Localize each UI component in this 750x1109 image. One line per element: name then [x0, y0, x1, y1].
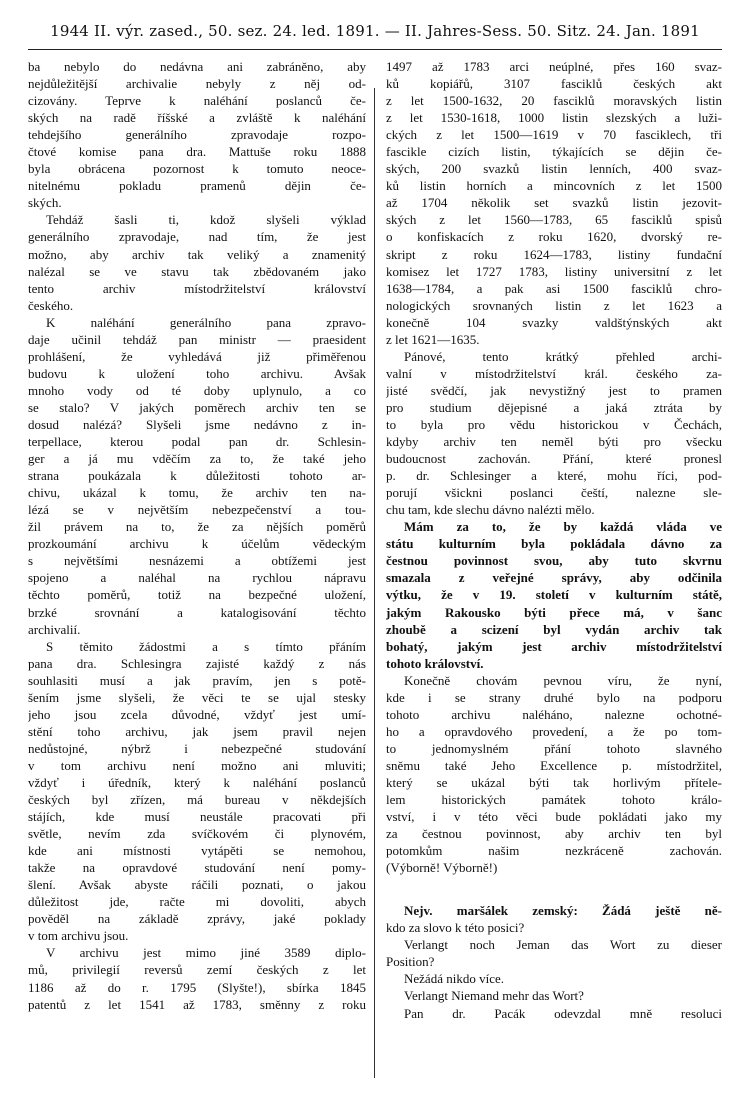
text-line: lézá se v největším nebezpečenství a tou-: [28, 502, 366, 518]
text-line: Pánové, tento krátký přehled archi-: [404, 348, 722, 364]
text-line: spojeno a naléhal na rychlou nápravu: [28, 570, 366, 586]
text-line: smazala z veřejné správy, aby odčinila: [386, 570, 722, 586]
text-line: v tom archivu není možno ani mluviti;: [28, 757, 366, 773]
text-line: z let 1500-1632, 20 fasciklů moravských listin: [386, 93, 722, 109]
text-line: kdo za slovo k této posici?: [386, 920, 525, 936]
text-line: z let 1621—1635.: [386, 331, 480, 347]
text-line: nologických srovnaných listin z let 1623 a: [386, 297, 722, 313]
text-line: daje učinil tehdáž pan ministr — praesident: [28, 331, 366, 347]
text-line: ků kopiářů, 3107 fasciklů českých akt: [386, 76, 722, 92]
text-line: ských na radě říšské a zvláště k naléhání: [28, 110, 366, 126]
text-line: Verlangt noch Jeman das Wort zu dieser: [404, 937, 722, 953]
text-line: Mám za to, že by každá vláda ve: [404, 519, 722, 535]
text-line: V archivu jest mimo jiné 3589 diplo-: [46, 945, 366, 961]
text-line: Nežádá nikdo více.: [404, 971, 504, 987]
text-line: z let 1530-1618, 1000 listin slezských a luži-: [386, 110, 722, 126]
text-line: o konfiskacích z roku 1620, dvorský re-: [386, 229, 722, 245]
text-line: státu kulturním byla pokládala dávno za: [386, 536, 722, 552]
text-line: který se ukázal býti tak horlivým přítele-: [386, 774, 722, 790]
text-line: ských.: [28, 195, 62, 211]
text-line: Position?: [386, 954, 435, 970]
text-line: chivu, ukázal k tomu, že archiv ten na-: [28, 485, 366, 501]
text-line: brzké srovnání a katalogisování těchto: [28, 604, 366, 620]
text-line: prohlášení, že vyhledává již přiměřenou: [28, 348, 366, 364]
text-line: nedůstojné, nýbrž i nebezpečné studování: [28, 740, 366, 756]
text-line: lem historických památek tohoto králo-: [386, 792, 722, 808]
text-line: důležitost jde, račte mi dovoliti, abych: [28, 894, 366, 910]
text-line: Konečně chovám pevnou víru, že nyní,: [404, 672, 722, 688]
text-line: to byla pro vědu historickou v Čechách,: [386, 416, 722, 432]
text-line: ckých z let 1500—1619 v 70 fasciklech, tři: [386, 127, 722, 143]
text-line: ger a já mu vděčím za to, že také jeho: [28, 451, 366, 467]
text-line: stění toho archivu, jak jsem pravil nejen: [28, 723, 366, 739]
text-line: stájích, kde musí neustále pracovati při: [28, 809, 366, 825]
text-line: patentů z let 1541 až 1783, směnny z roku: [28, 996, 366, 1012]
text-line: českého.: [28, 297, 74, 313]
text-line: za čestnou povinnost, aby archiv ten byl: [386, 826, 722, 842]
text-line: byla obrácena pozornost k tomuto neoce-: [28, 161, 366, 177]
text-line: souhlasiti musí a jak pravím, jen s potě-: [28, 672, 366, 688]
text-line: nalézal se ve stavu tak zbědovaném jako: [28, 263, 366, 279]
text-line: tohoto království.: [386, 655, 484, 671]
text-line: ských z let 1560—1783, 65 fasciklů spisů: [386, 212, 722, 228]
text-line: bohatý, jakým jest archiv místodržitelství: [386, 638, 722, 654]
text-line: konečně 104 svazky valdštýnských akt: [386, 314, 722, 330]
text-line: porují všickni poslanci čeští, nalezne sle-: [386, 485, 722, 501]
text-line: jisté svědčí, jak nevystižný jest to pramen: [386, 382, 722, 398]
text-line: kde ani místnosti vytápěti se nemohou,: [28, 843, 366, 859]
text-line: dosud nalézá? Slyšeli jsme nedávno z in-: [28, 416, 366, 432]
text-line: možno, aby archiv tak veliký a znamenitý: [28, 246, 366, 262]
text-line: ba nebylo do nedávna ani zabráněno, aby: [28, 59, 366, 74]
text-line: pověděl na základě zprávy, jaké poklady: [28, 911, 366, 927]
text-line: 1497 až 1783 arci neúplné, přes 160 svaz-: [386, 59, 722, 74]
text-line: ků listin horních a mincovních z let 1500: [386, 178, 722, 194]
text-line: tohoto archivu naléháno, nalezne ochotné-: [386, 706, 722, 722]
text-line: těchto poměrů, totiž na bezpečné uložení,: [28, 587, 366, 603]
text-line: 1186 až do r. 1795 (Slyšte!), sbírka 1845: [28, 979, 366, 995]
text-line: terpellace, kterou podal pan dr. Schlesin-: [28, 434, 366, 450]
text-line: výtku, že v 19. století v kulturním státě,: [386, 587, 722, 603]
page-header: 1944 II. výr. zased., 50. sez. 24. led. 1891. — II. Jahres-Sess. 50. Sitz. 24. Jan. 1891: [50, 22, 700, 40]
text-line: fascikle cizích listin, týkajících se dějin če-: [386, 144, 722, 160]
text-line: chu tam, kde slechu dávno nalézti mělo.: [386, 502, 595, 518]
text-line: valní v místodržitelství král. českého za-: [386, 365, 722, 381]
text-line: pana dra. Schlesingra zajisté každý z nás: [28, 655, 366, 671]
text-line: jeho jsou zcela důvodné, vždyť jest umí-: [28, 706, 366, 722]
text-line: archivalií.: [28, 621, 81, 637]
text-line: čestnou povinnost svou, aby tuto skvrnu: [386, 553, 722, 569]
text-line: mnoho vody od té doby uplynulo, a co: [28, 382, 366, 398]
text-line: se stalo? V jakých poměrech archiv ten se: [28, 399, 366, 415]
text-line: šlení. Avšak abyste ráčili poznati, o jakou: [28, 877, 366, 893]
text-line: nejdůležitější archivalie nebyly z něj od-: [28, 76, 366, 92]
text-line: mů, privilegií reversů zemí českých z let: [28, 962, 366, 978]
text-line: potomkům našim nezkráceně zachován.: [386, 843, 722, 859]
text-line: žil právem na to, že za nějších poměrů: [28, 519, 366, 535]
text-line: cizovány. Teprve k naléhání poslanců če-: [28, 93, 366, 109]
text-line: pro studium dějepisné a jaká ztráta by: [386, 399, 722, 415]
column-divider: [374, 88, 375, 1078]
text-line: ských, 200 svazků listin lenních, 400 svaz-: [386, 161, 722, 177]
text-line: skript z roku 1624—1783, listiny fundační: [386, 246, 722, 262]
text-line: strana poukázala k důležitosti tohoto ar-: [28, 468, 366, 484]
text-line: jakým Rakousko býti přece má, v šanc: [386, 604, 722, 620]
text-line: takže na opravdové studování není pomy-: [28, 860, 366, 876]
text-line: prozkoumání archivu k účelům vědeckým: [28, 536, 366, 552]
text-line: tento archiv místodržitelství království: [28, 280, 366, 296]
text-line: v tom archivu jsou.: [28, 928, 129, 944]
text-line: S těmito žádostmi a s tímto přáním: [46, 638, 366, 654]
text-line: zhoubě a scizení byl vydán archiv tak: [386, 621, 722, 637]
text-line: budovu k uložení toho archivu. Avšak: [28, 365, 366, 381]
text-line: generálního zpravodaje, nad tím, že jest: [28, 229, 366, 245]
text-line: K naléhání generálního pana zpravo-: [46, 314, 366, 330]
text-line: kdyby archiv ten neměl býti pro všecku: [386, 434, 722, 450]
text-line: vství, i v této věci bude pokládati jako my: [386, 809, 722, 825]
text-line: p. dr. Schlesinger a které, mohu říci, pod-: [386, 468, 722, 484]
text-line: vždyť i úředník, který k naléhání poslanců: [28, 774, 366, 790]
text-line: čtové komise pana dra. Mattuše roku 1888: [28, 144, 366, 160]
right-column: [386, 58, 722, 1022]
text-line: až 1704 několik set svazků listin jezovit-: [386, 195, 722, 211]
text-line: českých byl zřízen, má bureau v někdejších: [28, 792, 366, 808]
text-line: nitelnému pokladu pramenů dějin če-: [28, 178, 366, 194]
text-line: Nejv. maršálek zemský: Žádá ještě ně-: [404, 903, 722, 919]
text-line: světle, nevím zda svíčkovém či plynovém,: [28, 826, 366, 842]
text-line: sněmu také Jeho Excellence p. místodržitel,: [386, 757, 722, 773]
text-line: Tehdáž šasli ti, kdož slyšeli výklad: [46, 212, 366, 228]
text-line: Verlangt Niemand mehr das Wort?: [404, 988, 584, 1004]
text-line: s největšími nesnázemi a obtížemi jest: [28, 553, 366, 569]
text-line: tehdejšího generálního zpravodaje rozpo-: [28, 127, 366, 143]
text-line: 1638—1784, a pak asi 1500 fasciklů chro-: [386, 280, 722, 296]
text-line: (Výborně! Výborně!): [386, 860, 498, 876]
text-line: ho a opravdového provedení, a že po tom-: [386, 723, 722, 739]
text-line: to jednomyslném přání tohoto slavného: [386, 740, 722, 756]
header-rule: [28, 49, 722, 50]
text-line: komisez let 1727 1783, listiny universitní z let: [386, 263, 722, 279]
text-line: kde i se strany druhé bylo na podporu: [386, 689, 722, 705]
section-gap: [386, 876, 722, 902]
text-line: šením jsme slyšeli, že věci te se ujal stesky: [28, 689, 366, 705]
left-column: [28, 58, 366, 1013]
text-line: budoucnost zachován. Přání, které pronesl: [386, 451, 722, 467]
text-line: Pan dr. Pacák odevzdal mně resoluci: [404, 1005, 722, 1021]
